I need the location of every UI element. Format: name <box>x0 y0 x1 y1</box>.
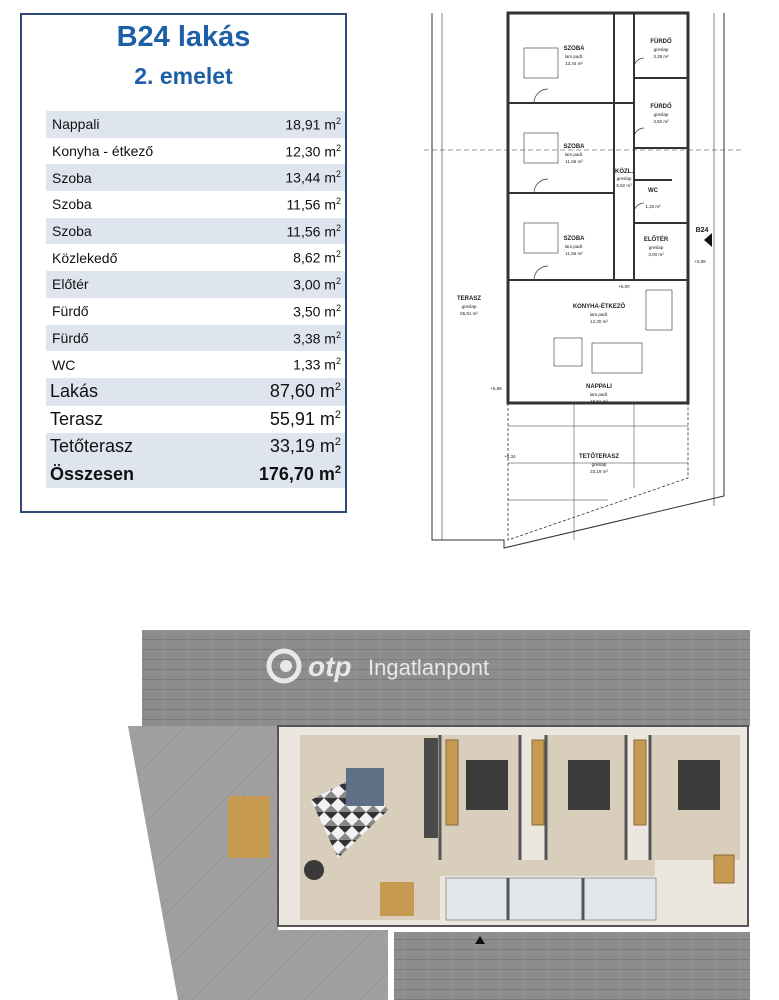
svg-text:greslap: greslap <box>461 304 477 309</box>
room-row <box>46 111 345 138</box>
room-row <box>46 164 345 191</box>
bed-2 <box>568 760 610 810</box>
room-area: 3,00 $m^2$ <box>293 276 341 293</box>
svg-text:greslap: greslap <box>591 462 607 467</box>
svg-text:lam.padl.: lam.padl. <box>564 54 584 59</box>
level-mark: +5,98 <box>694 259 706 264</box>
apartment-info-card <box>20 13 347 513</box>
room-name: Szoba <box>52 196 92 213</box>
svg-text:18,91 m²: 18,91 m² <box>590 399 608 404</box>
room-row <box>46 298 345 325</box>
room-label: SZOBA <box>563 46 585 52</box>
floor-plan-drawing <box>424 8 744 558</box>
apartment-tag: B24 <box>695 227 709 234</box>
svg-text:lam.padl.: lam.padl. <box>589 392 609 397</box>
room-label: TERASZ <box>457 296 481 302</box>
svg-text:13,44 m²: 13,44 m² <box>565 61 583 66</box>
svg-text:11,56 m²: 11,56 m² <box>565 251 583 256</box>
svg-text:33,19 m²: 33,19 m² <box>590 469 608 474</box>
summary-area: 176,70 $m^2$ <box>258 463 341 484</box>
svg-text:greslap: greslap <box>653 47 669 52</box>
svg-text:1,33 m²: 1,33 m² <box>645 204 661 209</box>
room-row <box>46 325 345 352</box>
svg-text:greslap: greslap <box>653 112 669 117</box>
apartment-title: B24 lakás <box>116 21 251 53</box>
floor-subtitle: 2. emelet <box>134 63 233 89</box>
room-name: Szoba <box>52 223 92 240</box>
room-name: Szoba <box>52 169 92 186</box>
level-mark: +5,98 <box>490 386 502 391</box>
room-row <box>46 218 345 245</box>
floor-plan-render <box>128 630 750 1000</box>
room-name: Fürdő <box>52 329 89 346</box>
room-label: SZOBA <box>563 236 585 242</box>
room-label: WC <box>648 188 658 194</box>
room-label: SZOBA <box>563 144 585 150</box>
room-row <box>46 138 345 165</box>
room-area: 18,91 $m^2$ <box>285 116 341 133</box>
room-label: TETŐTERASZ <box>579 454 619 460</box>
svg-text:12,30 m²: 12,30 m² <box>590 319 608 324</box>
room-name: Konyha - étkező <box>52 143 154 160</box>
room-area: 11,56 $m^2$ <box>286 196 341 213</box>
terrace-table <box>228 796 270 858</box>
room-area: 11,56 $m^2$ <box>286 222 341 240</box>
room-label: KONYHA-ÉTKEZŐ <box>572 304 626 310</box>
room-label: ELŐTÉR <box>643 237 669 243</box>
bathroom-row <box>446 878 656 920</box>
svg-text:lam.padl.: lam.padl. <box>564 152 584 157</box>
summary-name: Tetőterasz <box>50 436 134 457</box>
summary-name: Összesen <box>50 463 135 484</box>
room-row <box>46 351 345 378</box>
svg-text:11,56 m²: 11,56 m² <box>565 159 583 164</box>
room-label: FÜRDŐ <box>650 104 672 110</box>
living-room-floor <box>300 735 440 920</box>
svg-text:55,91 m²: 55,91 m² <box>460 311 478 316</box>
room-area: 3,38 $m^2$ <box>293 329 341 347</box>
room-name: WC <box>52 356 76 373</box>
apartment-outer-wall <box>508 13 688 403</box>
kitchen-counter <box>424 738 438 838</box>
room-row <box>46 244 345 271</box>
bed-1 <box>466 760 508 810</box>
room-area: 12,30 $m^2$ <box>285 142 341 160</box>
watermark-brand: otp <box>308 651 352 682</box>
level-mark: +6,00 <box>618 284 630 289</box>
summary-area: 55,91 $m^2$ <box>269 408 341 429</box>
room-name: Közlekedő <box>52 249 118 266</box>
room-row <box>46 271 345 298</box>
svg-text:lam.padl.: lam.padl. <box>589 312 609 317</box>
summary-area: 33,19 $m^2$ <box>269 436 341 457</box>
room-area: 8,62 $m^2$ <box>293 249 341 267</box>
armchair <box>304 860 324 880</box>
summary-name: Lakás <box>50 381 99 402</box>
room-area: 1,33 $m^2$ <box>293 356 341 373</box>
summary-name: Terasz <box>50 408 104 429</box>
room-row <box>46 191 345 218</box>
summary-row <box>46 378 345 406</box>
level-mark: +6,34 <box>504 454 516 459</box>
room-name: Előtér <box>52 276 89 293</box>
svg-text:3,00 m²: 3,00 m² <box>648 252 664 257</box>
svg-text:3,50 m²: 3,50 m² <box>653 119 669 124</box>
room-area: 13,44 $m^2$ <box>285 169 341 187</box>
lower-roof-area <box>394 932 750 1000</box>
svg-text:lam.padl.: lam.padl. <box>564 244 584 249</box>
svg-text:3,38 m²: 3,38 m² <box>653 54 669 59</box>
room-name: Nappali <box>52 116 100 133</box>
svg-text:greslap: greslap <box>648 245 664 250</box>
room-area-table <box>46 111 345 378</box>
room-label: KÖZL. <box>615 169 633 175</box>
entrance-arrow-icon <box>704 233 712 247</box>
summary-total-row <box>46 461 345 489</box>
area-summary-table <box>46 378 345 488</box>
dining-table <box>380 882 414 916</box>
room-name: Fürdő <box>52 303 89 320</box>
svg-text:8,62 m²: 8,62 m² <box>616 183 632 188</box>
summary-area: 87,60 $m^2$ <box>269 381 341 402</box>
room-label: FÜRDŐ <box>650 39 672 45</box>
watermark-text: Ingatlanpont <box>368 655 490 680</box>
room-area: 3,50 $m^2$ <box>293 302 341 320</box>
room-label: NAPPALI <box>586 384 612 390</box>
svg-text:greslap: greslap <box>616 176 632 181</box>
summary-row <box>46 433 345 461</box>
bed-3 <box>678 760 720 810</box>
sofa <box>346 768 384 806</box>
corridor-floor <box>440 860 655 876</box>
summary-row <box>46 406 345 434</box>
